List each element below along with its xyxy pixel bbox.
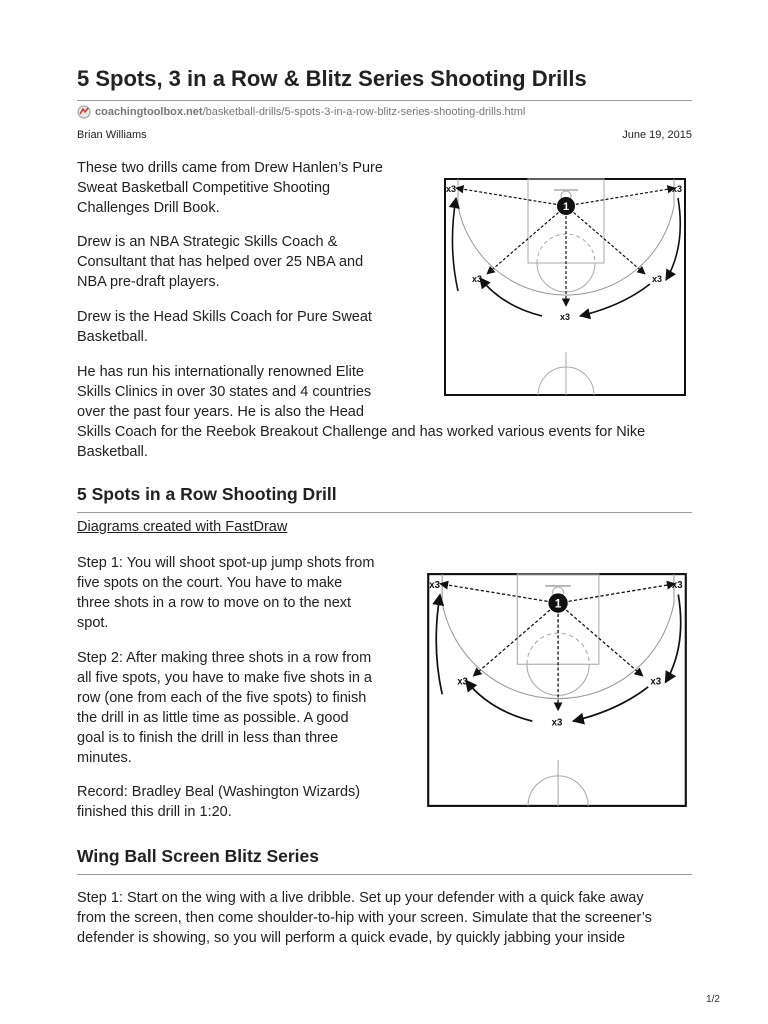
intro-paragraph-1 <box>77 158 383 218</box>
text-line: Skills Coach for the Reebok Breakout Challenge and has worked various events for Nike <box>77 424 646 440</box>
text-line: Step 2: After making three shots in a row from <box>77 650 372 666</box>
source-url[interactable] <box>77 105 525 119</box>
blitz-step-1-paragraph <box>77 888 652 948</box>
section-divider <box>77 874 692 875</box>
step-2-paragraph <box>77 648 372 768</box>
spot-label: x3 <box>472 274 483 284</box>
text-line: finished this drill in 1:20. <box>77 804 232 820</box>
fastdraw-link[interactable]: Diagrams created with FastDraw <box>77 519 288 535</box>
section-heading-blitz-series: Wing Ball Screen Blitz Series <box>77 846 320 866</box>
source-path[interactable]: /basketball-drills/5-spots-3-in-a-row-blitz-series-shooting-drills.html <box>202 106 526 118</box>
text-line: spot. <box>77 615 109 631</box>
text-line: He has run his internationally renowned Elite <box>77 364 364 380</box>
spot-label: x3 <box>560 312 571 322</box>
text-line: defender is showing, so you will perform a quick evade, by quickly jabbing your inside <box>77 930 626 946</box>
text-line: Basketball. <box>77 444 148 460</box>
player-number: 1 <box>562 201 570 213</box>
text-line: the drill in as little time as possible. A good <box>77 710 349 726</box>
drill-diagram-2 <box>425 570 689 810</box>
spot-label: x3 <box>457 676 468 688</box>
spot-label: x3 <box>446 184 457 194</box>
page-number: 1/2 <box>706 994 720 1005</box>
intro-paragraph-2 <box>77 232 363 292</box>
text-line: Challenges Drill Book. <box>77 200 220 216</box>
site-favicon-icon <box>77 105 91 119</box>
drill-diagram-1 <box>442 176 688 398</box>
text-line: These two drills came from Drew Hanlen’s Pure <box>77 160 383 176</box>
text-line: three shots in a row to move on to the next <box>77 595 352 611</box>
text-line: over the past four years. He is also the Head <box>77 404 364 420</box>
text-line: Skills Clinics in over 30 states and 4 countries <box>77 384 372 400</box>
player-number: 1 <box>554 596 562 611</box>
intro-paragraph-3 <box>77 307 372 347</box>
spot-label: x3 <box>652 274 663 284</box>
section-divider <box>77 512 692 513</box>
text-line: Sweat Basketball Competitive Shooting <box>77 180 331 196</box>
spot-label: x3 <box>551 717 563 729</box>
spot-label: x3 <box>650 676 662 688</box>
text-line: five spots on the court. You have to make <box>77 575 343 591</box>
section-heading-5-spots: 5 Spots in a Row Shooting Drill <box>77 484 337 504</box>
text-line: row (one from each of the five spots) to finish <box>77 690 367 706</box>
text-line: Basketball. <box>77 329 148 345</box>
spot-label: x3 <box>672 184 683 194</box>
text-line: all five spots, you have to make five shots in a <box>77 670 372 686</box>
spot-label: x3 <box>671 580 683 592</box>
byline <box>77 129 692 141</box>
text-line: Record: Bradley Beal (Washington Wizards) <box>77 784 361 800</box>
step-1-paragraph <box>77 553 374 633</box>
source-domain[interactable]: coachingtoolbox.net <box>95 106 203 118</box>
publish-date: June 19, 2015 <box>622 129 692 141</box>
text-line: Consultant that has helped over 25 NBA and <box>77 254 364 270</box>
author-name: Brian Williams <box>77 129 147 141</box>
text-line: minutes. <box>77 750 132 766</box>
record-paragraph <box>77 782 360 822</box>
spot-label: x3 <box>429 580 441 592</box>
text-line: Drew is an NBA Strategic Skills Coach & <box>77 234 338 250</box>
title-divider <box>77 100 692 101</box>
text-line: Step 1: Start on the wing with a live dribble. Set up your defender with a quick fake away <box>77 890 644 906</box>
text-line: NBA pre-draft players. <box>77 274 220 290</box>
text-line: Drew is the Head Skills Coach for Pure Sweat <box>77 309 372 325</box>
text-line: goal is to finish the drill in less than three <box>77 730 339 746</box>
page-title: 5 Spots, 3 in a Row & Blitz Series Shooting Drills <box>77 66 587 91</box>
text-line: from the screen, then come shoulder-to-hip with your screen. Simulate that the screener’s <box>77 910 652 926</box>
text-line: Step 1: You will shoot spot-up jump shots from <box>77 555 375 571</box>
